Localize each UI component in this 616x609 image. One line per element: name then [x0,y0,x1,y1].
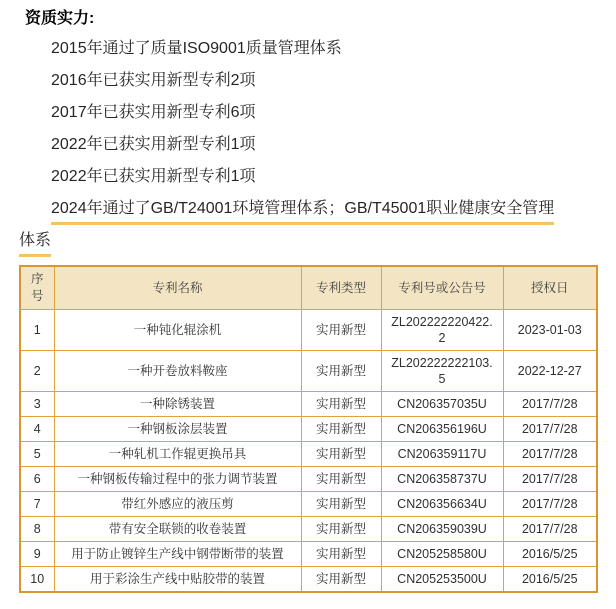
table-cell: 3 [20,392,54,417]
table-cell: 带有安全联锁的收卷装置 [54,517,301,542]
table-row [20,442,597,467]
table-row [20,517,597,542]
table-cell: 带红外感应的液压剪 [54,492,301,517]
table-cell: CN205253500U [381,567,503,593]
table-cell: 10 [20,567,54,593]
table-header-row [20,266,597,310]
table-cell: 实用新型 [301,310,381,351]
table-cell: 2017/7/28 [503,517,597,542]
table-cell: 实用新型 [301,567,381,593]
table-cell: 用于彩涂生产线中贴胶带的装置 [54,567,301,593]
page-title: 资质实力: [25,10,95,27]
table-cell: 用于防止镀锌生产线中钢带断带的装置 [54,542,301,567]
table-row [20,492,597,517]
table-cell: CN206356634U [381,492,503,517]
table-row [20,392,597,417]
table-cell: 2022-12-27 [503,351,597,392]
table-row [20,310,597,351]
table-row [20,467,597,492]
col-header-patent-type: 专利类型 [301,266,381,310]
table-cell: 一种钢板传输过程中的张力调节装置 [54,467,301,492]
table-cell: 2017/7/28 [503,442,597,467]
table-cell: CN206359117U [381,442,503,467]
table-cell: 实用新型 [301,351,381,392]
col-header-grant-date: 授权日 [503,266,597,310]
table-cell: CN206357035U [381,392,503,417]
table-cell: 9 [20,542,54,567]
qualification-line: 2016年已获实用新型专利2项 [51,72,256,89]
table-cell: 一种钝化辊涂机 [54,310,301,351]
patents-table [19,265,598,593]
table-cell: CN206358737U [381,467,503,492]
table-cell: CN206359039U [381,517,503,542]
table-cell: 7 [20,492,54,517]
qualification-line: 2017年已获实用新型专利6项 [51,104,256,121]
table-row [20,567,597,593]
table-cell: 实用新型 [301,492,381,517]
table-cell: 1 [20,310,54,351]
table-cell: 2016/5/25 [503,567,597,593]
table-cell: 实用新型 [301,467,381,492]
table-cell: 一种钢板涂层装置 [54,417,301,442]
table-cell: 实用新型 [301,542,381,567]
table-cell: 2023-01-03 [503,310,597,351]
table-cell: 4 [20,417,54,442]
qualification-line: 2022年已获实用新型专利1项 [51,136,256,153]
qualification-highlight-line [19,193,596,257]
table-cell: 实用新型 [301,442,381,467]
table-cell: 2016/5/25 [503,542,597,567]
table-cell: 实用新型 [301,517,381,542]
col-header-patent-number: 专利号或公告号 [381,266,503,310]
highlight-text-line1: 2024年通过了GB/T24001环境管理体系；GB/T45001职业健康安全管理 [51,200,554,225]
table-cell: CN205258580U [381,542,503,567]
qualification-line: 2015年通过了质量ISO9001质量管理体系 [51,40,342,57]
table-cell: 2 [20,351,54,392]
table-cell: 2017/7/28 [503,492,597,517]
table-cell: 一种除锈装置 [54,392,301,417]
table-row [20,351,597,392]
table-cell: ZL202222222103.5 [381,351,503,392]
table-cell: 2017/7/28 [503,417,597,442]
table-row [20,542,597,567]
table-cell: 2017/7/28 [503,467,597,492]
col-header-index: 序号 [20,266,54,310]
highlight-text-line2: 体系 [19,232,51,257]
qualification-list [19,33,596,257]
qualification-line: 2022年已获实用新型专利1项 [51,168,256,185]
table-cell: 5 [20,442,54,467]
patents-table-body [20,310,597,593]
table-cell: 8 [20,517,54,542]
table-cell: 一种开卷放料鞍座 [54,351,301,392]
table-cell: 一种轧机工作辊更换吊具 [54,442,301,467]
table-cell: ZL202222220422.2 [381,310,503,351]
table-row [20,417,597,442]
table-cell: 实用新型 [301,417,381,442]
col-header-patent-name: 专利名称 [54,266,301,310]
table-cell: 实用新型 [301,392,381,417]
table-cell: 6 [20,467,54,492]
table-cell: CN206356196U [381,417,503,442]
table-cell: 2017/7/28 [503,392,597,417]
